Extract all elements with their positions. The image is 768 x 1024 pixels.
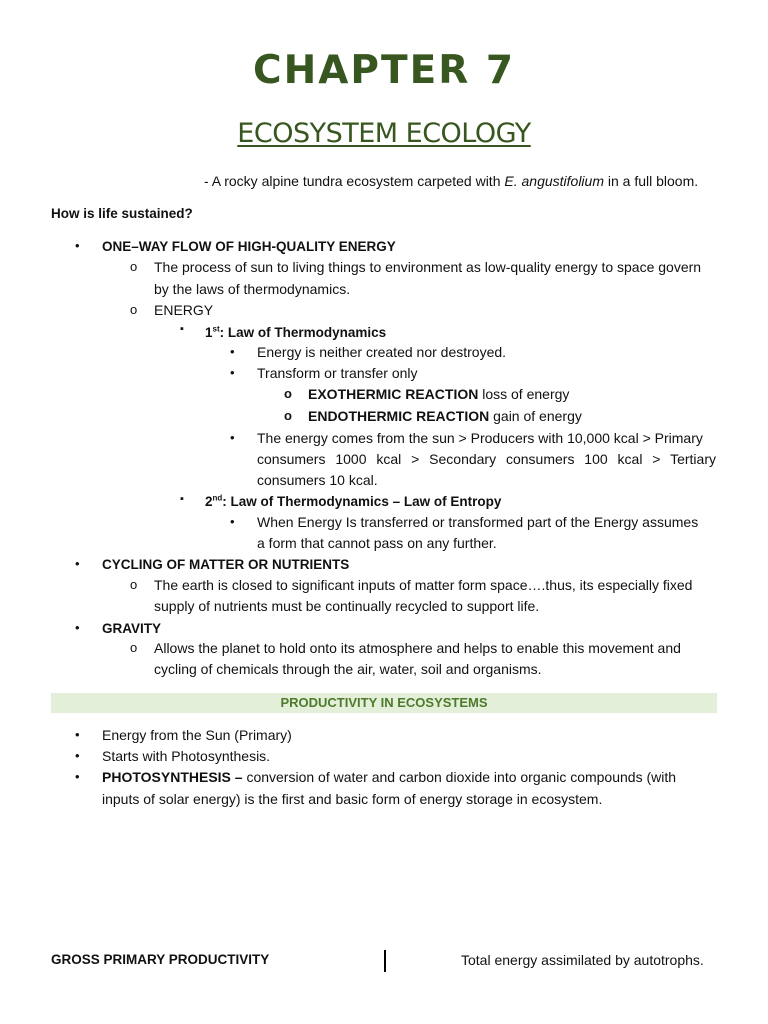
bullet-disc: • xyxy=(230,514,235,529)
bullet-disc: • xyxy=(230,344,235,359)
bullet-circle: o xyxy=(130,302,138,317)
process-text-line2: by the laws of thermodynamics. xyxy=(154,281,351,297)
bullet-disc: • xyxy=(75,238,80,253)
energy-chain-line3: consumers 10 kcal. xyxy=(257,472,378,488)
bullet-circle: o xyxy=(130,640,138,655)
gravity-line2: cycling of chemicals through the air, water, soil and organisms. xyxy=(154,661,542,677)
photosynthesis-line1 xyxy=(102,767,676,788)
bullet-circle: o xyxy=(130,259,138,274)
photosynthesis-text: conversion of water and carbon dioxide into organic compounds (with xyxy=(242,769,677,785)
productivity-item2: Starts with Photosynthesis. xyxy=(102,748,271,764)
matter-line1: The earth is closed to significant inputs of matter form space….thus, its especially fixed xyxy=(154,577,693,593)
endothermic-item xyxy=(308,406,582,427)
gravity-heading: GRAVITY xyxy=(102,621,162,636)
bullet-disc: • xyxy=(75,727,80,742)
energy-chain-line2: consumers 1000 kcal > Secondary consumers 100 kcal > Tertiary xyxy=(257,451,716,467)
bullet-disc: • xyxy=(75,748,80,763)
law2-heading xyxy=(205,491,501,512)
process-text-line1: The process of sun to living things to environment as low-quality energy to space govern xyxy=(154,259,702,275)
law2-title: : Law of Thermodynamics – Law of Entropy xyxy=(222,494,502,509)
gpp-definition: Total energy assimilated by autotrophs. xyxy=(461,952,704,968)
productivity-item1: Energy from the Sun (Primary) xyxy=(102,727,292,743)
energy-chain-line1: The energy comes from the sun > Producers with 10,000 kcal > Primary xyxy=(257,430,703,446)
law1-point2: Transform or transfer only xyxy=(257,365,418,381)
law1-point1: Energy is neither created nor destroyed. xyxy=(257,344,507,360)
caption-text-end: in a full bloom. xyxy=(603,173,699,189)
bullet-disc: • xyxy=(230,365,235,380)
law1-ordinal: st xyxy=(212,324,220,334)
gravity-line1: Allows the planet to hold onto its atmosphere and helps to enable this movement and xyxy=(154,640,681,656)
exothermic-text: loss of energy xyxy=(478,386,570,402)
energy-label: ENERGY xyxy=(154,302,214,318)
bullet-disc: • xyxy=(75,620,80,635)
chapter-heading: CHAPTER 7 xyxy=(252,48,516,93)
bullet-square: ▪ xyxy=(180,493,184,505)
question-heading: How is life sustained? xyxy=(51,206,193,221)
exothermic-item xyxy=(308,384,569,405)
exothermic-label: EXOTHERMIC REACTION xyxy=(308,386,479,402)
matter-line2: supply of nutrients must be continually recycled to support life. xyxy=(154,598,540,614)
bullet-disc: • xyxy=(75,769,80,784)
law1-title: : Law of Thermodynamics xyxy=(219,325,387,340)
law2-point-line2: a form that cannot pass on any further. xyxy=(257,535,497,551)
law1-heading xyxy=(205,322,386,343)
productivity-heading: PRODUCTIVITY IN ECOSYSTEMS xyxy=(280,695,488,710)
gpp-term: GROSS PRIMARY PRODUCTIVITY xyxy=(51,952,270,967)
photosynthesis-label: PHOTOSYNTHESIS – xyxy=(102,769,243,785)
column-divider xyxy=(384,950,386,972)
bullet-circle-bold: o xyxy=(284,408,292,423)
caption-text: - A rocky alpine tundra ecosystem carpeted with xyxy=(204,173,505,189)
endothermic-text: gain of energy xyxy=(489,408,582,424)
law1-number: 1 xyxy=(205,325,213,340)
bullet-disc: • xyxy=(75,556,80,571)
caption-species: E. angustifolium xyxy=(504,173,604,189)
image-caption xyxy=(204,173,698,189)
photosynthesis-line2: inputs of solar energy) is the first and basic form of energy storage in ecosystem. xyxy=(102,791,603,807)
endothermic-label: ENDOTHERMIC REACTION xyxy=(308,408,490,424)
matter-heading: CYCLING OF MATTER OR NUTRIENTS xyxy=(102,557,350,572)
energy-flow-heading: ONE–WAY FLOW OF HIGH-QUALITY ENERGY xyxy=(102,239,396,254)
productivity-section-band xyxy=(51,693,717,713)
bullet-square: ▪ xyxy=(180,323,184,335)
law2-number: 2 xyxy=(205,494,213,509)
chapter-title: ECOSYSTEM ECOLOGY xyxy=(237,118,531,149)
bullet-disc: • xyxy=(230,430,235,445)
law2-ordinal: nd xyxy=(212,493,223,503)
bullet-circle: o xyxy=(130,577,138,592)
bullet-circle-bold: o xyxy=(284,386,292,401)
law2-point-line1: When Energy Is transferred or transformed part of the Energy assumes xyxy=(257,514,699,530)
